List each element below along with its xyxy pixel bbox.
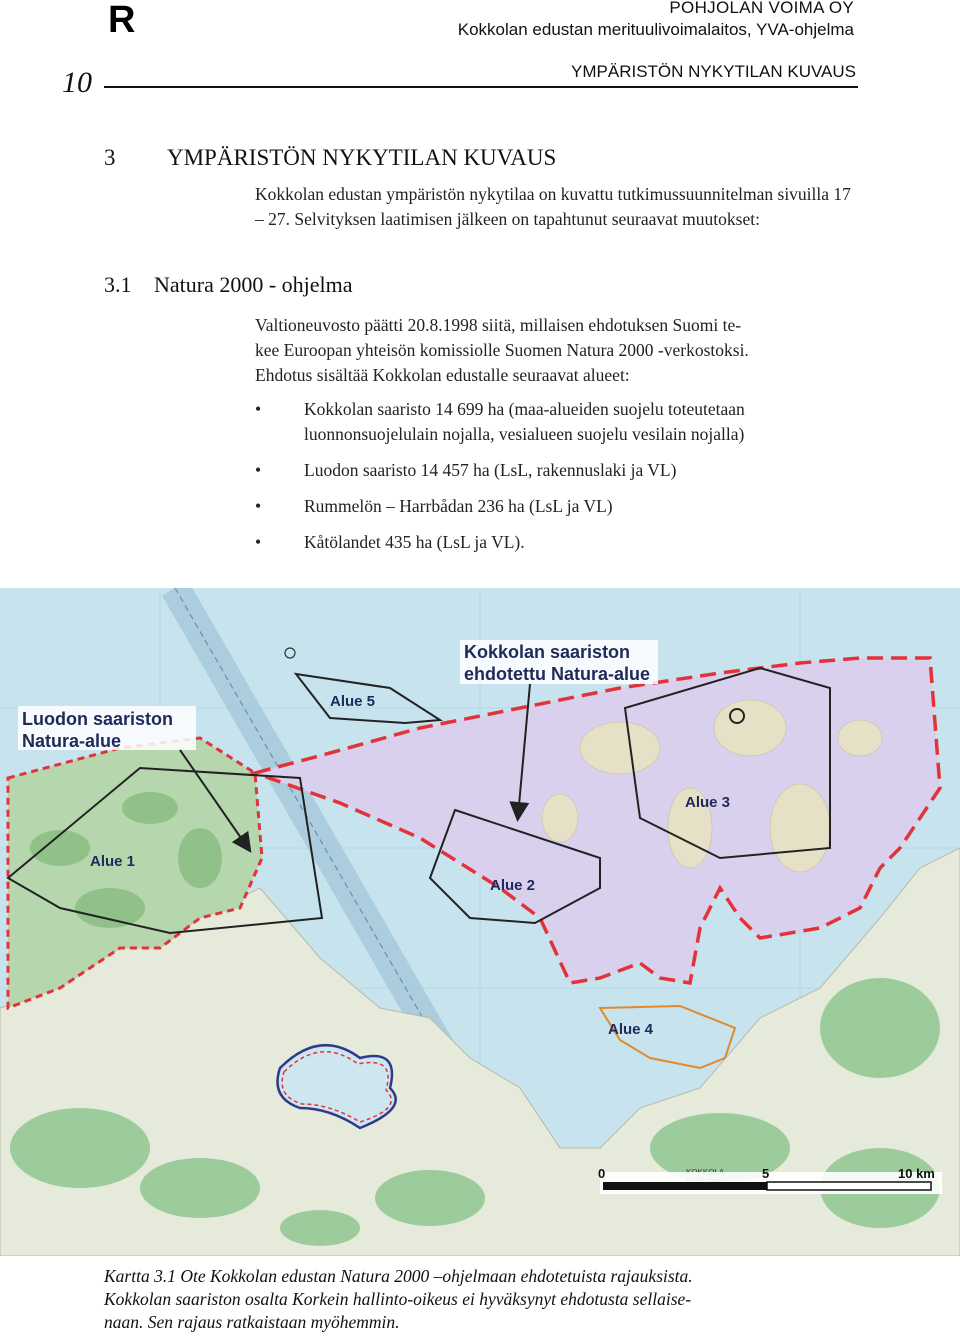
alue-2-label: Alue 2 — [490, 877, 536, 894]
bullet-icon: • — [255, 460, 262, 480]
alue-1-label: Alue 1 — [90, 853, 136, 870]
scale-label: 5 — [762, 1166, 770, 1181]
natura-map — [0, 588, 960, 1256]
paragraph-line: Valtioneuvosto päätti 20.8.1998 siitä, millaisen ehdotuksen Suomi te- — [255, 315, 742, 335]
caption-line: naan. Sen rajaus ratkaistaan myöhemmin. — [104, 1312, 400, 1332]
caption-line: Kartta 3.1 Ote Kokkolan edustan Natura 2000 –ohjelmaan ehdotetuista rajauksista. — [104, 1266, 693, 1286]
project-title: Kokkolan edustan merituulivoimalaitos, YVA-ohjelma — [457, 20, 854, 39]
list-item-text: Kokkolan saaristo 14 699 ha (maa-alueiden suojelu toteutetaan — [304, 399, 745, 419]
paragraph-line: Ehdotus sisältää Kokkolan edustalle seuraavat alueet: — [255, 365, 630, 385]
list-item — [255, 397, 865, 447]
section-title: YMPÄRISTÖN NYKYTILAN KUVAUS — [167, 145, 557, 170]
subsection-number: 3.1 — [104, 272, 132, 297]
alue-5-label: Alue 5 — [330, 693, 376, 710]
map-label-line: Kokkolan saariston — [464, 642, 631, 662]
company-logo — [108, 2, 156, 38]
section-number: 3 — [104, 145, 116, 170]
scale-label: 0 — [598, 1166, 606, 1181]
header-rule — [104, 86, 858, 88]
page-number: 10 — [62, 66, 92, 99]
map-label-line: Natura-alue — [22, 731, 122, 751]
bullet-icon: • — [255, 496, 262, 516]
caption-line: Kokkolan saariston osalta Korkein hallinto-oikeus ei hyväksynyt ehdotusta sellaise- — [104, 1289, 692, 1309]
map-caption — [104, 1265, 864, 1334]
natura-area-list — [255, 397, 865, 566]
list-item — [255, 458, 865, 483]
luoto-natura-label — [18, 706, 196, 751]
natura-paragraph — [255, 313, 855, 388]
subsection-heading — [104, 272, 353, 298]
scale-label: 10 km — [898, 1166, 935, 1181]
section-heading — [104, 145, 556, 171]
list-item — [255, 530, 865, 555]
map-label-line: ehdotettu Natura-alue — [464, 664, 651, 684]
map-label-line: Luodon saariston — [22, 709, 174, 729]
paragraph-line: kee Euroopan yhteisön komissiolle Suomen Natura 2000 -verkostoksi. — [255, 340, 749, 360]
list-item — [255, 494, 865, 519]
bullet-icon: • — [255, 532, 262, 552]
section-intro-paragraph: Kokkolan edustan ympäristön nykytilaa on kuvattu tutkimussuunnitelman sivuilla 17 – 27. Selvityksen laatimisen jälkeen on tapahtunut seuraavat muutokset: — [255, 184, 851, 229]
list-item-text: Rummelön – Harrbådan 236 ha (LsL ja VL) — [304, 496, 613, 516]
list-item-text: Luodon saaristo 14 457 ha (LsL, rakennuslaki ja VL) — [304, 460, 677, 480]
running-section-header: YMPÄRISTÖN NYKYTILAN KUVAUS — [571, 62, 856, 81]
alue-4-label: Alue 4 — [608, 1021, 654, 1038]
list-item-text: luonnonsuojelulain nojalla, vesialueen suojelu vesilain nojalla) — [304, 424, 745, 444]
logo-letter: R — [108, 2, 136, 38]
company-name: POHJOLAN VOIMA OY — [669, 0, 854, 17]
list-item-text: Kåtölandet 435 ha (LsL ja VL). — [304, 532, 525, 552]
alue-3-label: Alue 3 — [685, 794, 731, 811]
bullet-icon: • — [255, 399, 262, 419]
kokkola-natura-label — [460, 640, 658, 684]
subsection-title: Natura 2000 - ohjelma — [154, 272, 353, 297]
